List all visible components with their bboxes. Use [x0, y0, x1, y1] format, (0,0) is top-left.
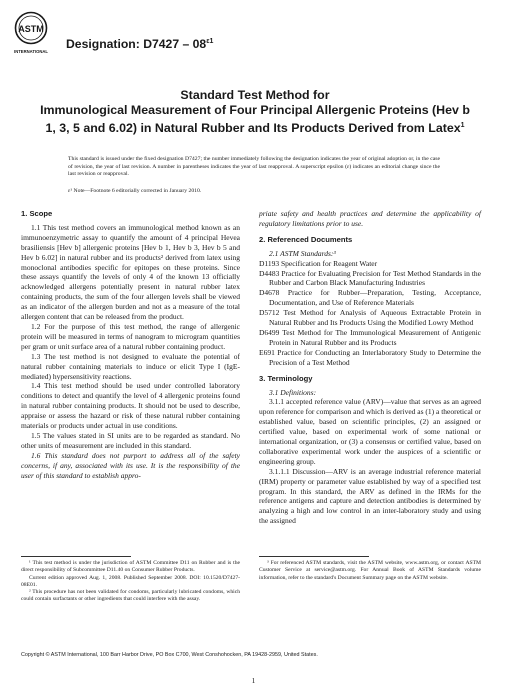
paragraph-1-2: 1.2 For the purpose of this test method, the range of allergenic protein will be measured in terms of nanogram to microgram quantities per gram or unit surface area of a natural rubber containing product.	[21, 321, 240, 351]
reference-item: E691 Practice for Conducting an Interlaboratory Study to Determine the Precision of a Test Method	[259, 347, 481, 367]
footnote-3: ³ For referenced ASTM standards, visit the ASTM website, www.astm.org, or contact ASTM Customer Service at service@astm.org. For Annual Book of ASTM Standards volume information, refer to the standard's Document Summary page on the ASTM website.	[259, 560, 481, 581]
title-main: Immunological Measurement of Four Principal Allergenic Proteins (Hev b 1, 3, 5 and 6.02) in Natural Rubber and Its Products Derived from Latex$^1$	[40, 103, 470, 136]
footnote-1-edition: Current edition approved Aug. 1, 2008. Published September 2008. DOI: 10.1520/D7427-08E01.	[21, 574, 240, 588]
designation: Designation: $D7427 - 08^{\varepsilon 1}$	[66, 37, 214, 51]
paragraph-1-4: 1.4 This test method should be used under controlled laboratory conditions to detect and quantify the level of 4 allergenic proteins found in natural rubber containing products. It should not be used to describe, appraise or assess the hazard or risk of these natural rubber containing materials or products under actual in use conditions.	[21, 381, 240, 431]
svg-text:ASTM: ASTM	[18, 24, 44, 34]
reference-item: D6499 Test Method for The Immunological Measurement of Antigenic Protein in Natural Rubber and its Products	[259, 327, 481, 347]
footnote-divider	[259, 556, 369, 557]
document-title	[40, 88, 470, 136]
reference-item: D1193 Specification for Reagent Water	[259, 258, 378, 268]
reference-item: D4483 Practice for Evaluating Precision for Test Method Standards in the Rubber and Carbon Black Manufacturing Industries	[259, 268, 481, 288]
paragraph-1-5: 1.5 The values stated in SI units are to be regarded as standard. No other units of measurement are included in this standard.	[21, 430, 240, 450]
paragraph-1-1: 1.1 This test method covers an immunological method known as an immunoenzymetric assay to quantify the amount of 4 principal Hevea brasiliensis [Hev b] allergenic proteins [Hev b 1, Hev b 3, Hev b 5 and Hev b 6.02] in natural rubber and its products² derived from latex using monoclonal antibodies specific for epitopes on these proteins. Since these assays quantify the levels of only 4 of the known 13 officially acknowledged allergens potentially present in natural rubber latex containing products, the sum of the four allergen levels shall be viewed as an indicator of the allergen burden and not as a measure of the total allergen content that can be released from the product.	[21, 222, 240, 322]
svg-text:INTERNATIONAL: INTERNATIONAL	[14, 49, 48, 54]
footnote-divider	[21, 556, 131, 557]
section-heading-referenced-documents: 2. Referenced Documents	[259, 234, 353, 244]
footnote-1: ¹ This test method is under the jurisdiction of ASTM Committee D11 on Rubber and is the direct responsibility of Subcommittee D11.40 on Consumer Rubber Products.	[21, 560, 240, 574]
page-number: 1	[251, 676, 256, 685]
paragraph-1-6: 1.6 This standard does not purport to address all of the safety concerns, if any, associated with its use. It is the responsibility of the user of this standard to establish appro-	[21, 450, 240, 480]
paragraph-3-1: 3.1 Definitions:	[269, 387, 317, 397]
footnote-2: ² This procedure has not been validated for condoms, particularly lubricated condoms, which could contain surfactants or other ingredients that could interfere with the assay.	[21, 589, 240, 603]
astm-standards-label: 2.1 ASTM Standards:³	[269, 248, 336, 258]
footnotes-right	[259, 560, 481, 582]
paragraph-3-1-1: 3.1.1 accepted reference value (ARV)—value that serves as an agreed upon reference for comparison and which is derived as (1) a theoretical or established value, based on scientific principles, (2) an assigned or certified value, based on experimental work of some national or international organization, or (3) a consensus or certified value, based on collaborative experimental work under the auspices of a scientific or engineering group.	[259, 397, 481, 466]
section-heading-terminology: 3. Terminology	[259, 373, 313, 383]
right-column	[259, 209, 481, 526]
reference-item: D4678 Practice for Rubber—Preparation, Testing, Acceptance, Documentation, and Use of Reference Materials	[259, 288, 481, 308]
copyright-line: Copyright © ASTM International, 100 Barr Harbor Drive, PO Box C700, West Conshohocken, PA 19428-2959, United States.	[21, 652, 318, 658]
reference-list	[259, 259, 481, 368]
preamble: This standard is issued under the fixed designation D7427; the number immediately following the designation indicates the year of original adoption or, in the case of revision, the year of last revision. A number in parentheses indicates the year of last reapproval. A superscript epsilon (ε) indicates an editorial change since the last revision or reapproval.	[68, 156, 440, 178]
editorial-note: ε¹ Note—Footnote 6 editorially corrected in January 2010.	[68, 188, 202, 194]
footnotes-left	[21, 560, 240, 604]
paragraph-1-6-continued: priate safety and health practices and determine the applicability of regulatory limitations prior to use.	[259, 209, 481, 228]
left-column	[21, 209, 240, 480]
title-line: Standard Test Method for	[180, 88, 330, 102]
astm-logo	[14, 10, 48, 66]
section-heading-scope: 1. Scope	[21, 209, 53, 218]
reference-item: D5712 Test Method for Analysis of Aqueous Extractable Protein in Natural Rubber and Its Products Using the Modified Lowry Method	[259, 308, 481, 328]
paragraph-3-1-1-1: 3.1.1.1 Discussion—ARV is an average industrial reference material (IRM) property or parameter value established by way of a specified test program. In this standard, the ARV as defined in the IRMs for the reference antigens and capture and detection antibodies is determined by analyzing a high and low control in an inter-laboratory study and using the assigned	[259, 466, 481, 526]
paragraph-1-3: 1.3 The test method is not designed to evaluate the potential of natural rubber containing materials to induce or elicit Type I (IgE-mediated) hypersensitivity reactions.	[21, 351, 240, 381]
